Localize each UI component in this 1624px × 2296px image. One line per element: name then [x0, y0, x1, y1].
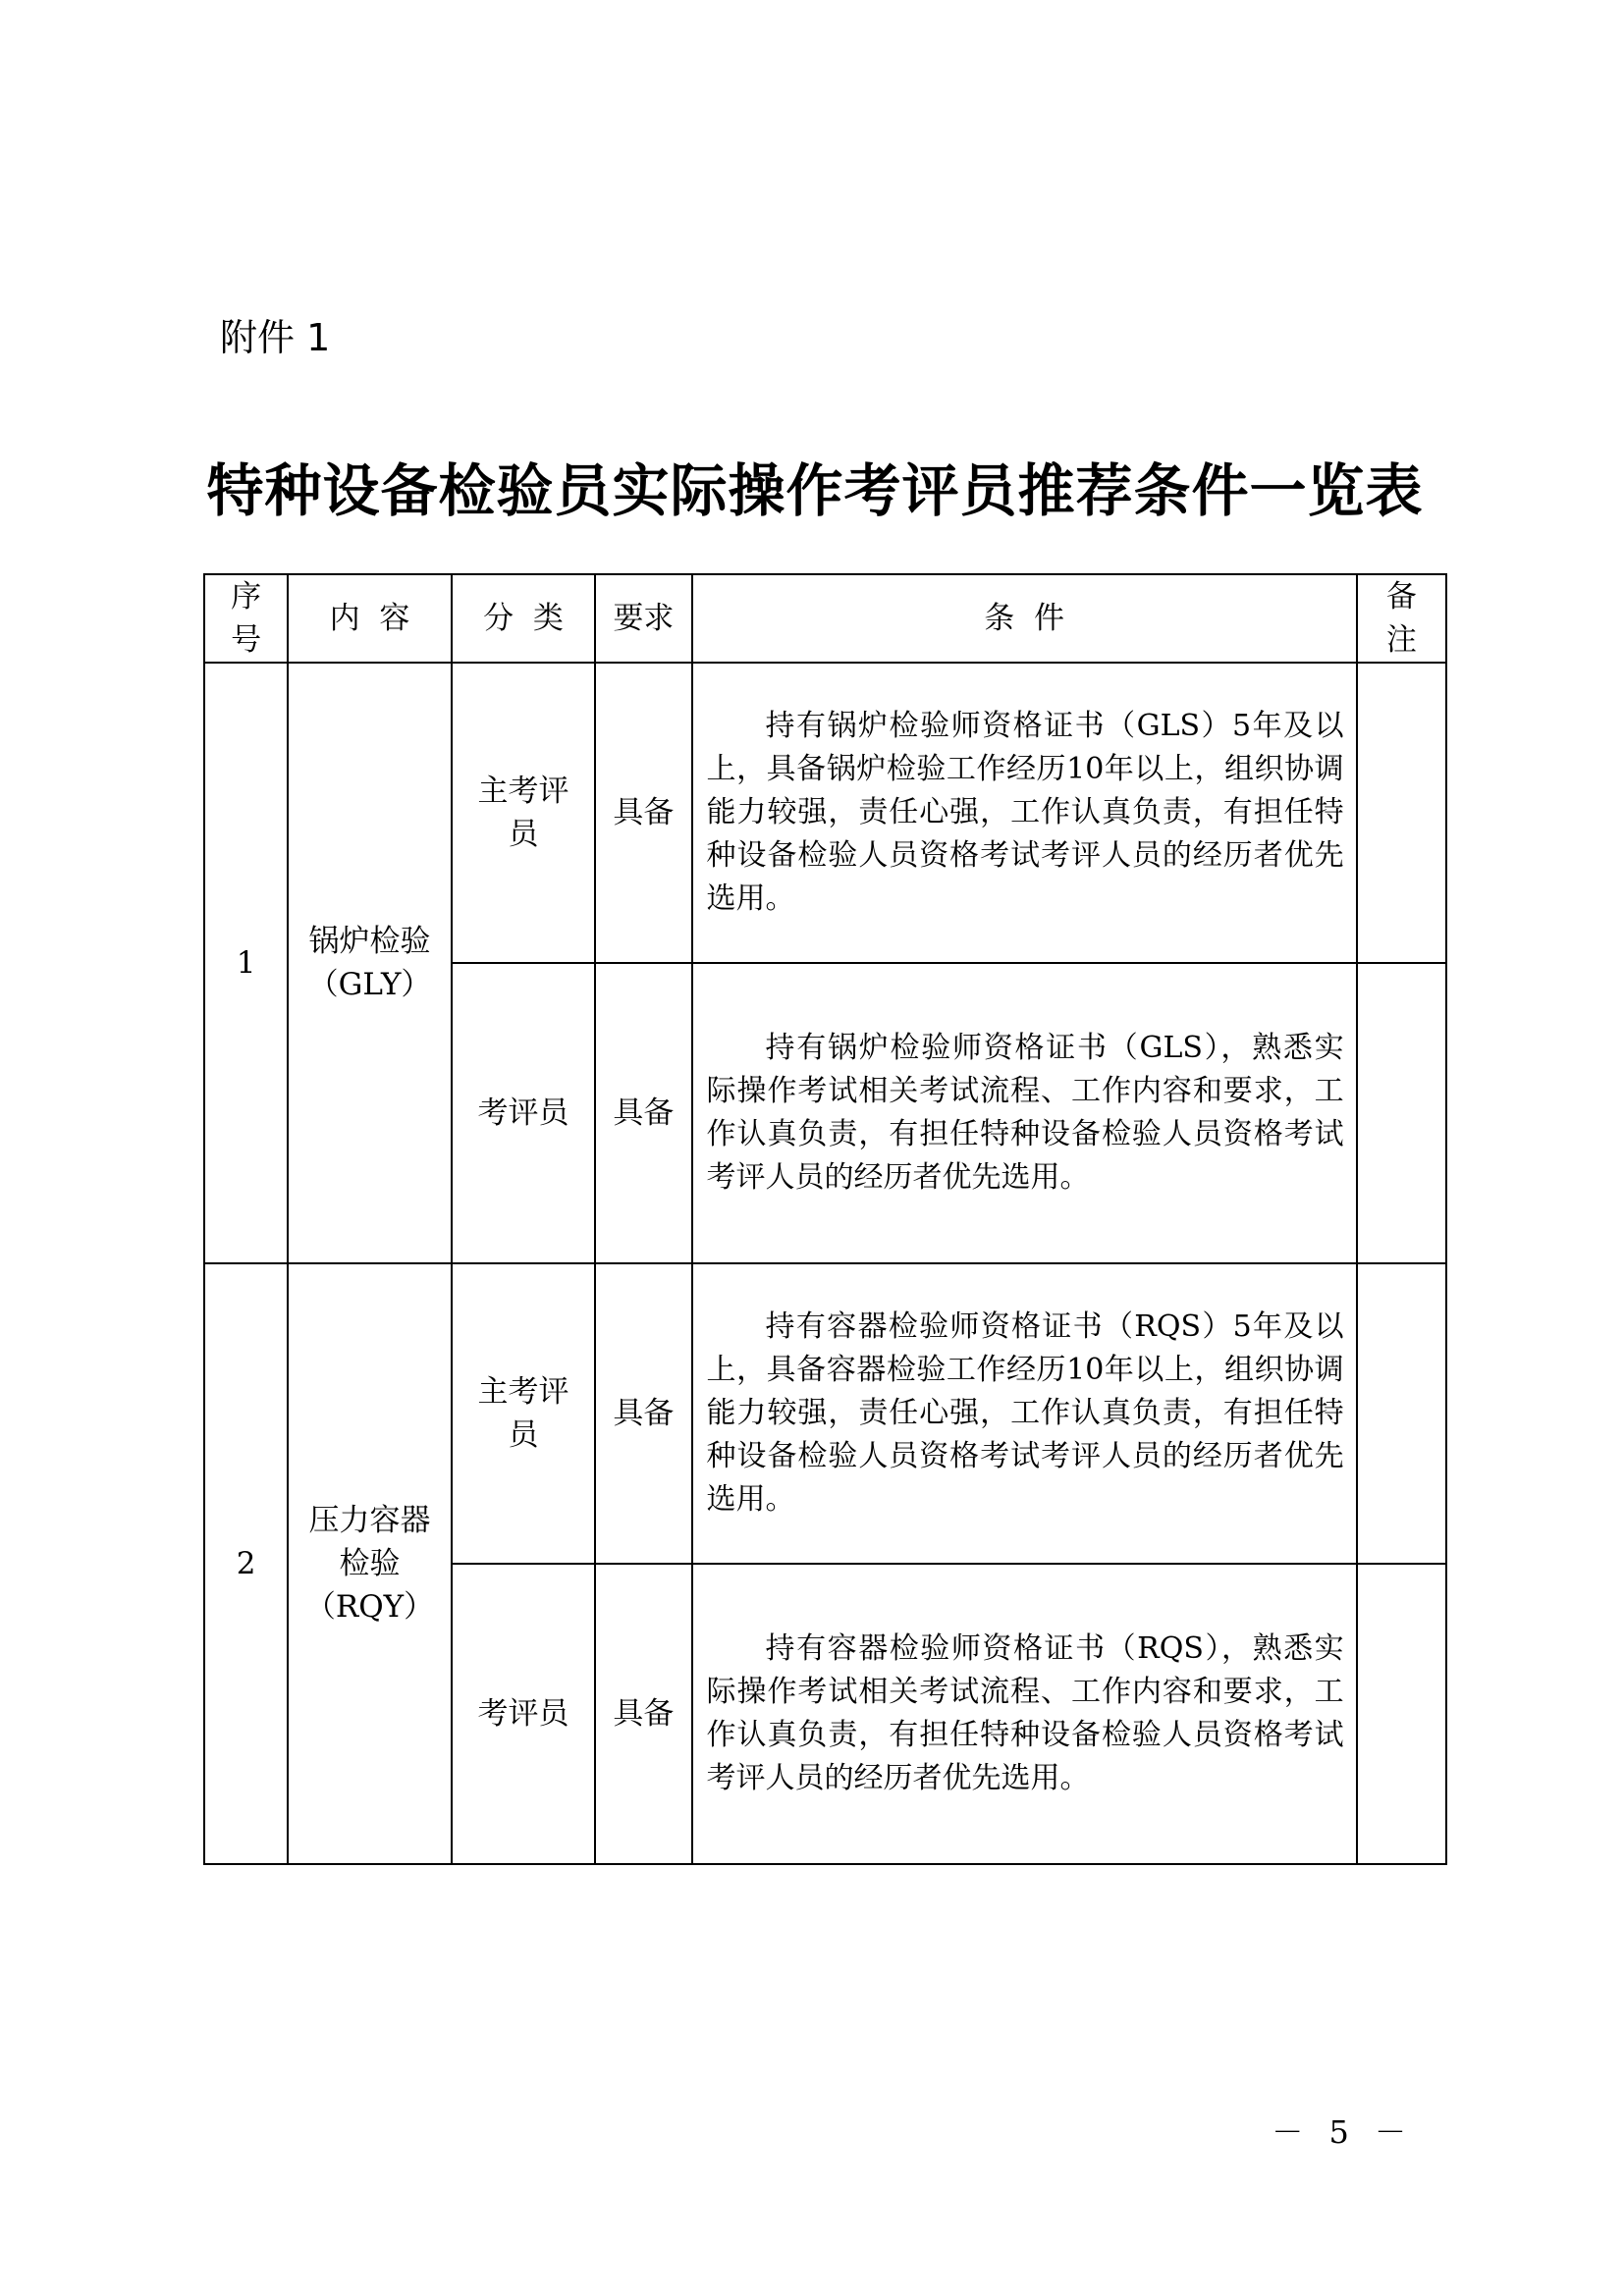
note-cell	[1357, 1564, 1446, 1864]
note-cell	[1357, 1263, 1446, 1564]
header-condition: 条 件	[692, 574, 1357, 663]
content-cell: 锅炉检验 （GLY）	[288, 663, 452, 1263]
note-cell	[1357, 663, 1446, 963]
note-cell	[1357, 963, 1446, 1263]
seq-cell: 1	[204, 663, 288, 1263]
header-requirement: 要求	[595, 574, 691, 663]
category-cell: 主考评 员	[452, 663, 595, 963]
header-note: 备 注	[1357, 574, 1446, 663]
page-title: 特种设备检验员实际操作考评员推荐条件一览表	[206, 457, 1424, 524]
requirement-cell: 具备	[595, 1564, 691, 1864]
seq-cell: 2	[204, 1263, 288, 1864]
header-category: 分 类	[452, 574, 595, 663]
requirement-cell: 具备	[595, 663, 691, 963]
category-cell: 主考评 员	[452, 1263, 595, 1564]
header-content: 内 容	[288, 574, 452, 663]
table-row	[204, 1263, 1446, 1564]
condition-cell: 持有锅炉检验师资格证书（GLS）5年及以上，具备锅炉检验工作经历10年以上，组织协调能力较强，责任心强，工作认真负责，有担任特种设备检验人员资格考试考评人员的经历者优先选用。	[692, 663, 1357, 963]
category-cell: 考评员	[452, 963, 595, 1263]
header-seq: 序 号	[204, 574, 288, 663]
content-cell: 压力容器 检验 （RQY）	[288, 1263, 452, 1864]
condition-cell: 持有容器检验师资格证书（RQS）5年及以上，具备容器检验工作经历10年以上，组织协调能力较强，责任心强，工作认真负责，有担任特种设备检验人员资格考试考评人员的经历者优先选用。	[692, 1263, 1357, 1564]
requirement-cell: 具备	[595, 963, 691, 1263]
condition-cell: 持有容器检验师资格证书（RQS），熟悉实际操作考试相关考试流程、工作内容和要求，工作认真负责，有担任特种设备检验人员资格考试考评人员的经历者优先选用。	[692, 1564, 1357, 1864]
table-header-row	[204, 574, 1446, 663]
attachment-label: 附件 1	[220, 316, 331, 359]
condition-cell: 持有锅炉检验师资格证书（GLS），熟悉实际操作考试相关考试流程、工作内容和要求，工作认真负责，有担任特种设备检验人员资格考试考评人员的经历者优先选用。	[692, 963, 1357, 1263]
table-row	[204, 663, 1446, 963]
conditions-table	[203, 573, 1447, 1865]
page-number: － 5 －	[1272, 2113, 1414, 2151]
requirement-cell: 具备	[595, 1263, 691, 1564]
category-cell: 考评员	[452, 1564, 595, 1864]
